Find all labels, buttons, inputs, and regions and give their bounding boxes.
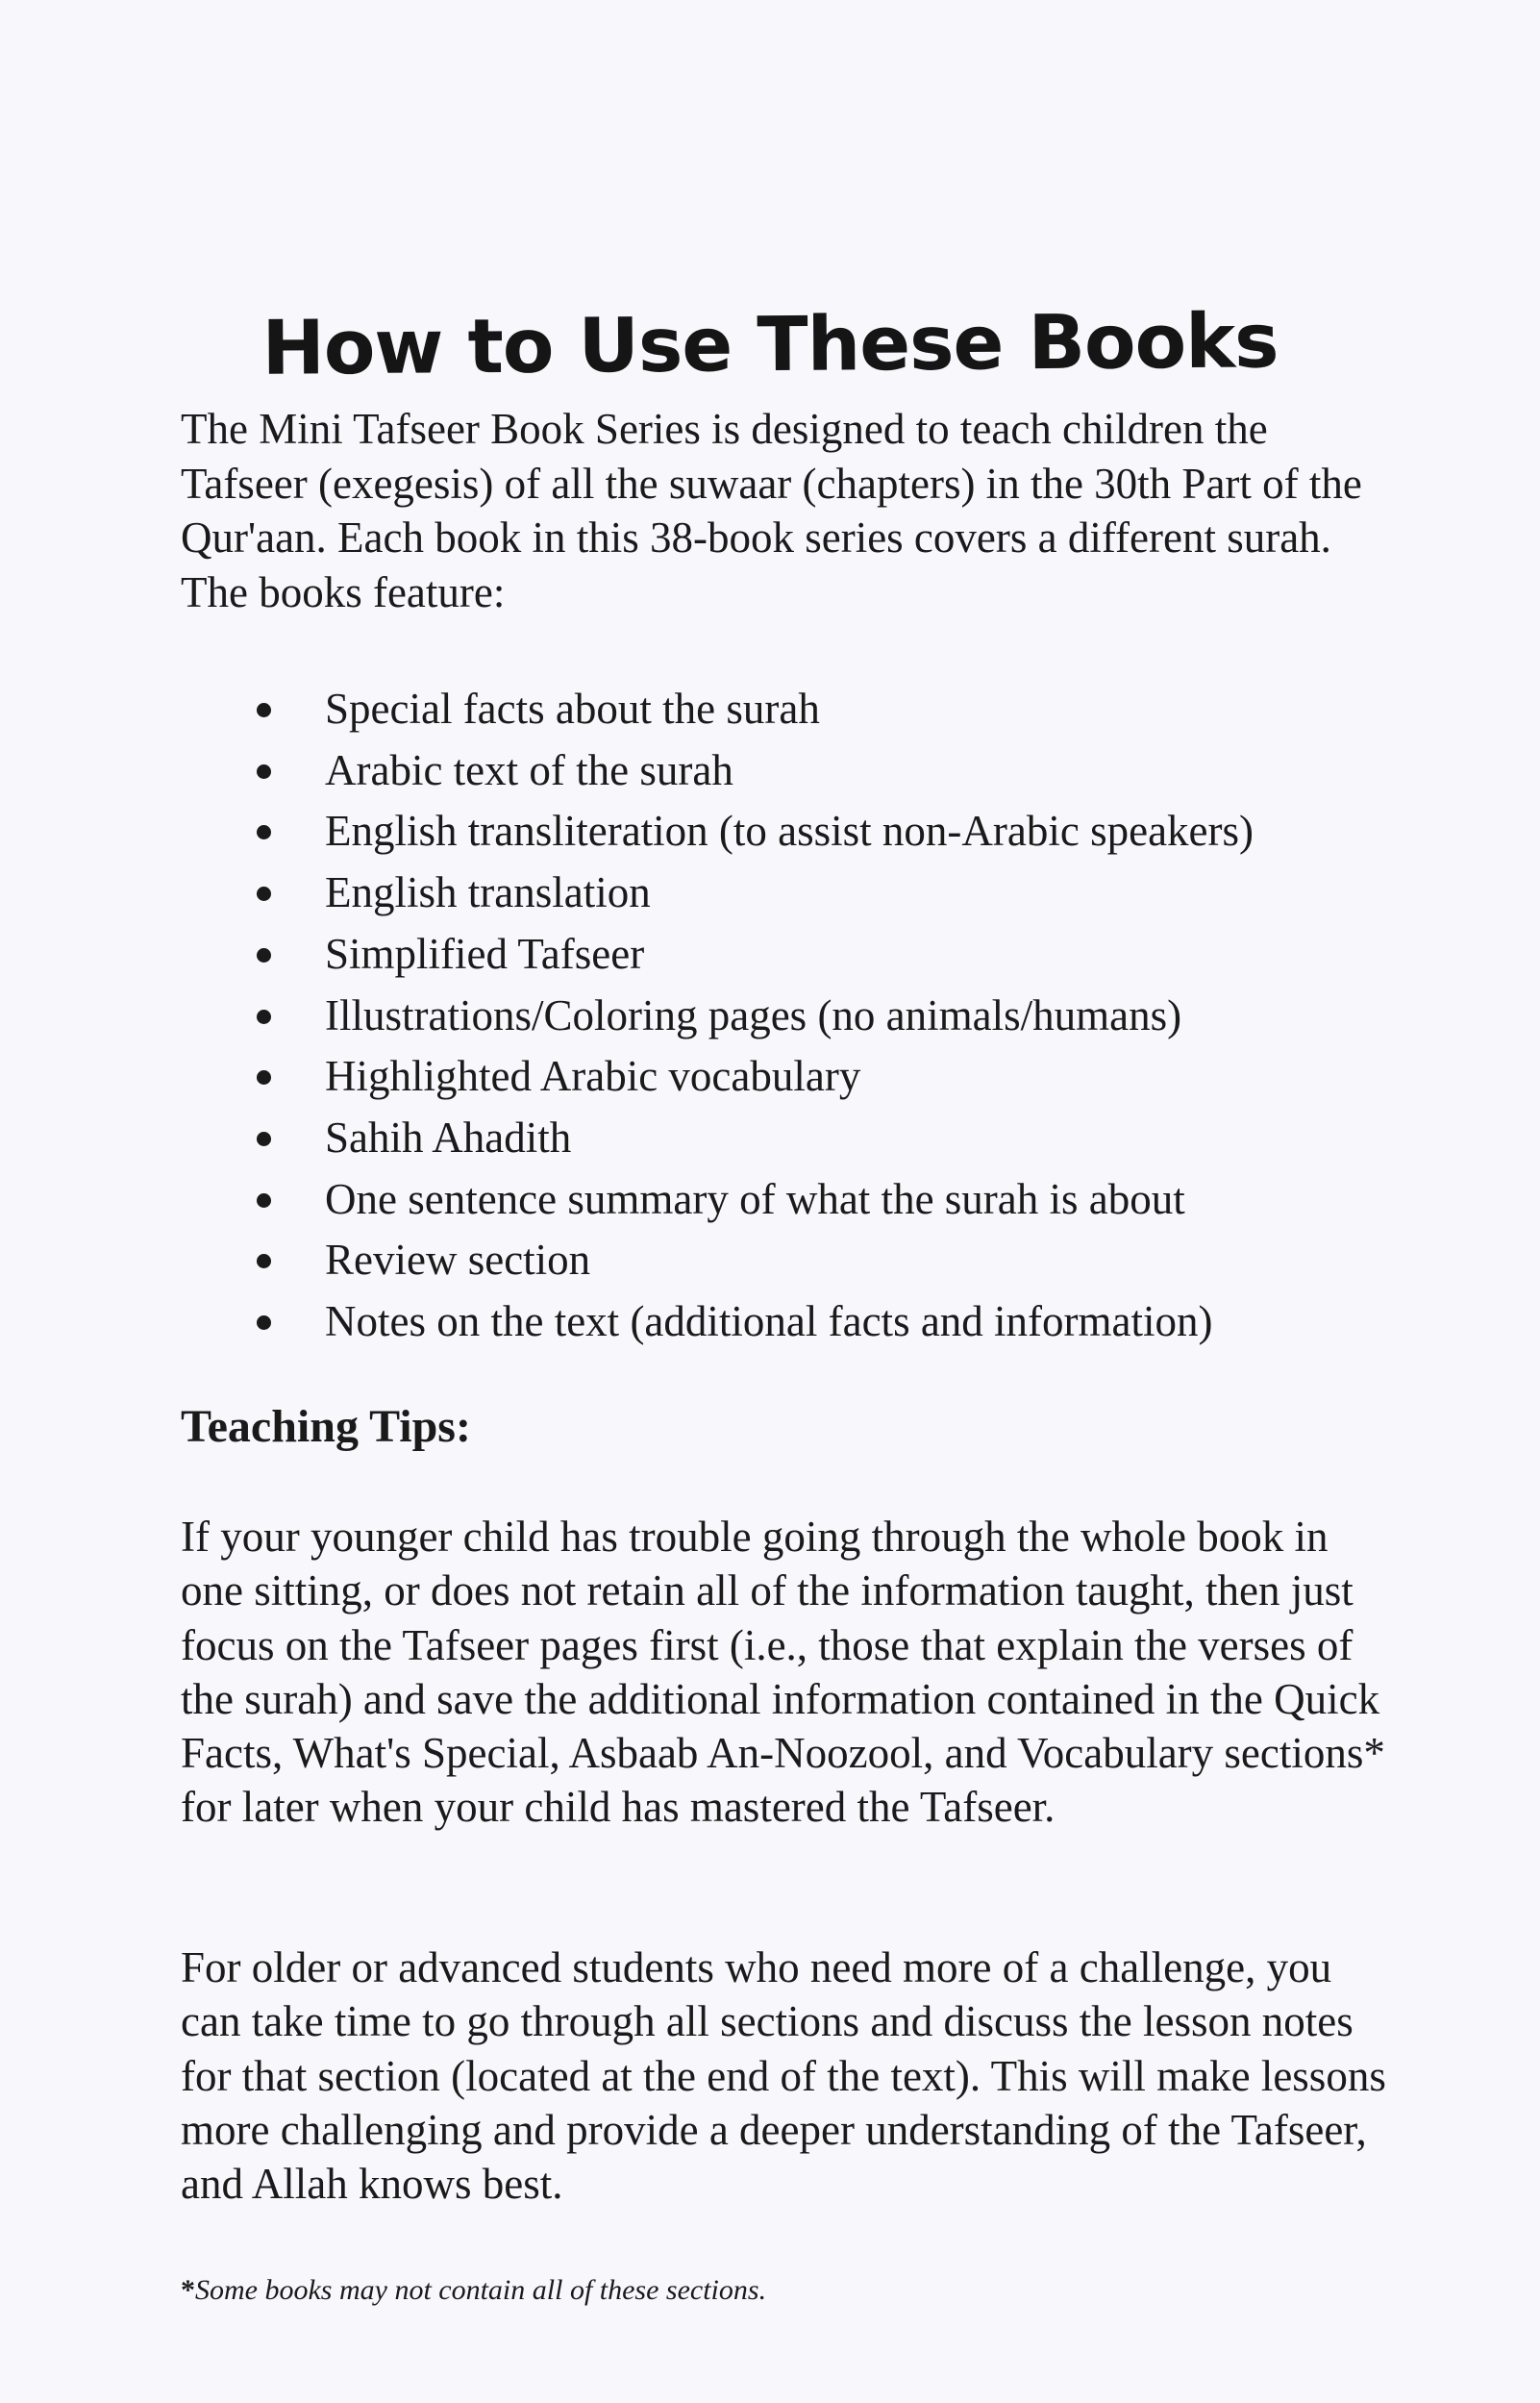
feature-item bbox=[181, 986, 1392, 1047]
bullet-icon bbox=[257, 764, 271, 779]
feature-text: English transliteration (to assist non-Arabic speakers) bbox=[325, 807, 1254, 856]
bullet-icon bbox=[257, 887, 271, 901]
teaching-tips-paragraph-2: For older or advanced students who need more of a challenge, you can take time to go through all sections and discuss the lesson notes for that section (located at the end of the text). This will make lessons more challenging and provide a deeper understanding of the Tafseer, and Allah knows best. bbox=[181, 1943, 1386, 2209]
feature-item bbox=[181, 801, 1392, 863]
bullet-icon bbox=[257, 948, 271, 963]
footnote-text: Some books may not contain all of these sections. bbox=[195, 2274, 767, 2306]
feature-text: Arabic text of the surah bbox=[325, 745, 733, 794]
bullet-icon bbox=[257, 825, 271, 839]
feature-text: Review section bbox=[325, 1236, 591, 1285]
bullet-icon bbox=[257, 1315, 271, 1330]
feature-text: Notes on the text (additional facts and information) bbox=[325, 1297, 1213, 1346]
feature-item bbox=[181, 679, 1392, 740]
feature-item bbox=[181, 740, 1392, 802]
intro-paragraph: The Mini Tafseer Book Series is designed to teach children the Tafseer (exegesis) of all the suwaar (chapters) in the 30th Part of the Qur'aan. Each book in this 38-book series covers a different surah. The books feature: bbox=[181, 405, 1362, 616]
feature-item bbox=[181, 1108, 1392, 1169]
feature-text: One sentence summary of what the surah is about bbox=[325, 1174, 1185, 1223]
bullet-icon bbox=[257, 1254, 271, 1268]
feature-item bbox=[181, 1046, 1392, 1108]
feature-item bbox=[181, 1169, 1392, 1231]
feature-text: Special facts about the surah bbox=[325, 685, 820, 733]
bullet-icon bbox=[257, 1193, 271, 1208]
page-title: How to Use These Books bbox=[261, 298, 1279, 392]
footnote-marker: * bbox=[181, 2274, 195, 2306]
bullet-icon bbox=[257, 1132, 271, 1146]
bullet-icon bbox=[257, 1070, 271, 1085]
feature-item bbox=[181, 1230, 1392, 1291]
feature-text: Simplified Tafseer bbox=[325, 929, 645, 978]
feature-item bbox=[181, 863, 1392, 924]
footnote bbox=[181, 2271, 766, 2310]
feature-text: Highlighted Arabic vocabulary bbox=[325, 1052, 861, 1101]
feature-text: Illustrations/Coloring pages (no animals/humans) bbox=[325, 990, 1182, 1039]
bullet-icon bbox=[257, 1010, 271, 1024]
bullet-icon bbox=[257, 703, 271, 717]
feature-list bbox=[181, 679, 1392, 1353]
feature-text: English translation bbox=[325, 868, 651, 917]
feature-item bbox=[181, 1291, 1392, 1353]
feature-item bbox=[181, 924, 1392, 986]
teaching-tips-heading: Teaching Tips: bbox=[181, 1401, 471, 1452]
feature-text: Sahih Ahadith bbox=[325, 1113, 572, 1162]
teaching-tips-paragraph-1: If your younger child has trouble going through the whole book in one sitting, or does not retain all of the information taught, then just focus on the Tafseer pages first (i.e., those that explain the verses of the surah) and save the additional information contained in the Quick Facts, What's Special, Asbaab An-Noozool, and Vocabulary sections* for later when your child has mastered the Tafseer. bbox=[181, 1513, 1385, 1832]
